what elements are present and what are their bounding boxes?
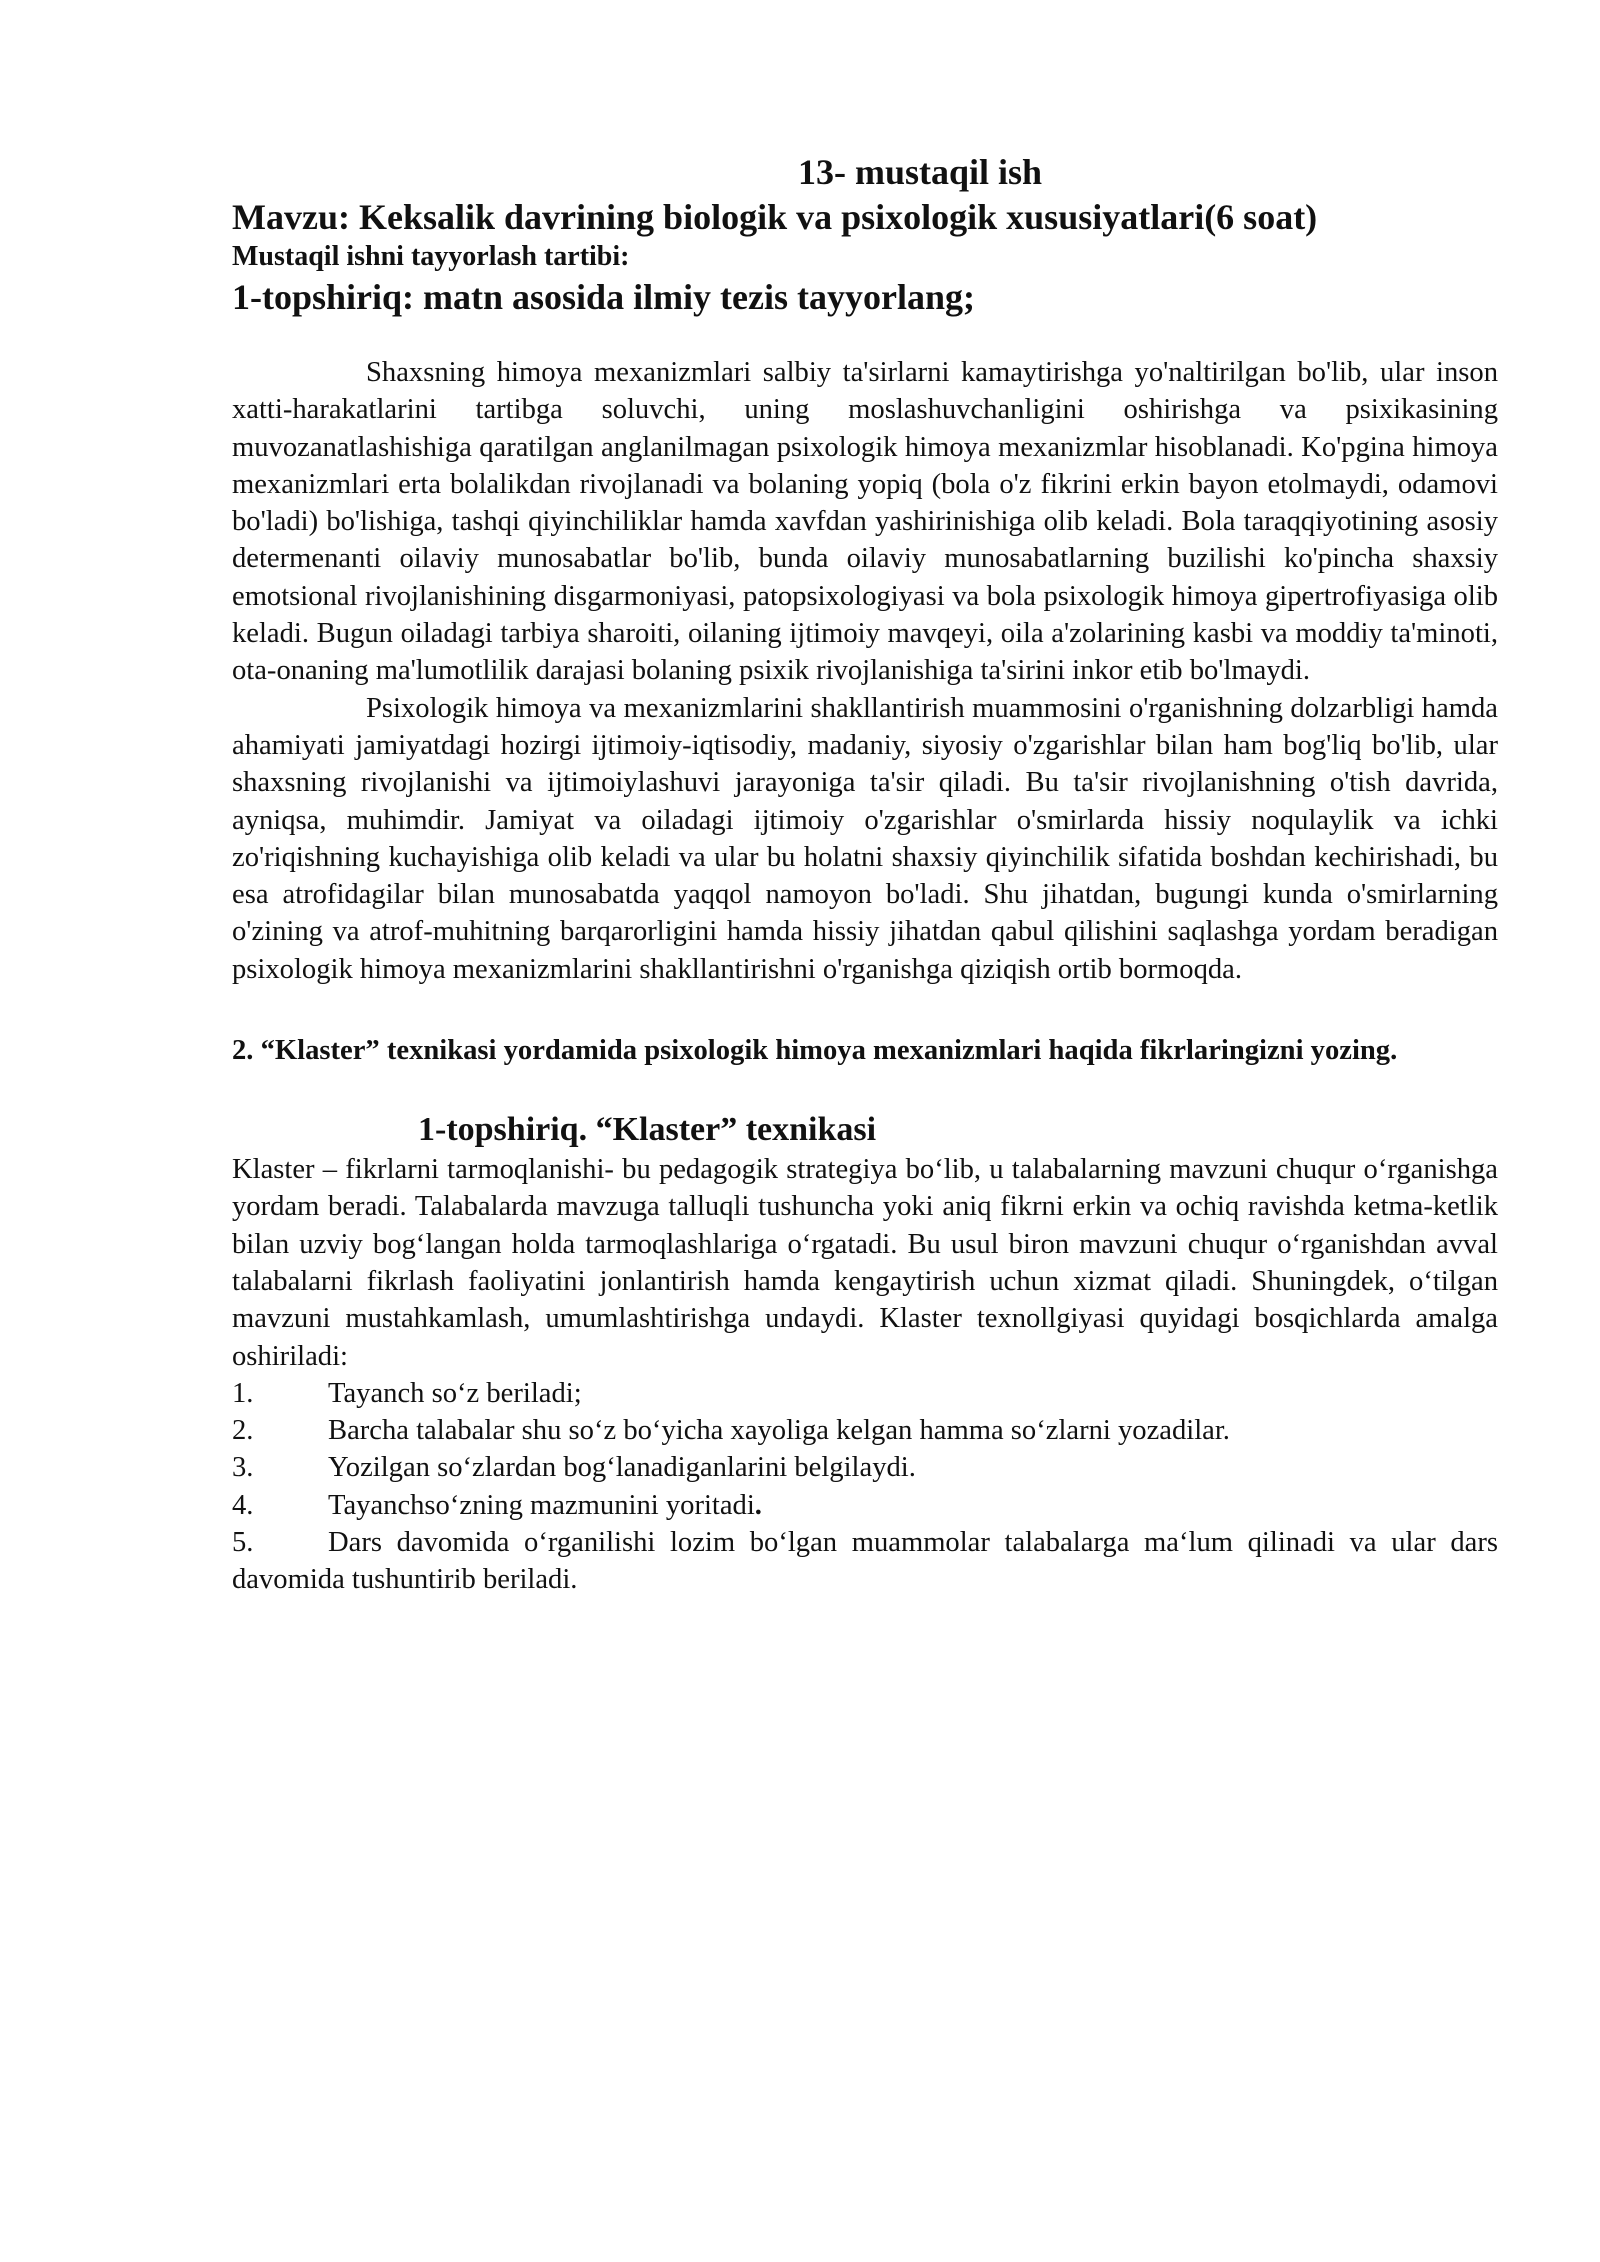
list-item-number: 4. (232, 1489, 254, 1521)
list-item-number: 1. (232, 1377, 254, 1409)
list-item-number: 5. (232, 1527, 254, 1559)
list-item (232, 1487, 1498, 1524)
list-item-text: Tayanch so‘z beriladi; (328, 1377, 582, 1409)
list-item (232, 1375, 1498, 1412)
preparation-order-heading: Mustaqil ishni tayyorlash tartibi: (232, 241, 630, 272)
list-item-number: 3. (232, 1452, 254, 1484)
task-1-heading: 1-topshiriq: matn asosida ilmiy tezis tayyorlang; (232, 277, 975, 317)
paragraph-1: Shaxsning himoya mexanizmlari salbiy ta'sirlarni kamaytirishga yo'naltirilgan bo'lib, ular inson xatti-harakatlarini tartibga soluvchi, uning moslashuvchanligini oshirishga va psixikasining muvozanatlashishiga qaratilgan anglanilmagan psixologik himoya mexanizmlar hisoblanadi. Ko'pgina himoya mexanizmlari erta bolalikdan rivojlanadi va bolaning yopiq (bola o'z fikrini erkin bayon etolmaydi, odamovi bo'ladi) bo'lishiga, tashqi qiyinchiliklar hamda xavfdan yashirinishiga olib keladi. Bola taraqqiyotining asosiy determenanti oilaviy munosabatlar bo'lib, bunda oilaviy munosabatlarning buzilishi ko'pincha shaxsiy emotsional rivojlanishining disgarmoniyasi, patopsixologiyasi va bola psixologik himoya gipertrofiyasiga olib keladi. Bugun oiladagi tarbiya sharoiti, oilaning ijtimoiy mavqeyi, oila a'zolarining kasbi va moddiy ta'minoti, ota-onaning ma'lumotlilik darajasi bolaning psixik rivojlanishiga ta'sirini inkor etib bo'lmaydi. (232, 357, 1498, 687)
document-number-title: 13- mustaqil ish (797, 152, 1043, 192)
question-2: 2. “Klaster” texnikasi yordamida psixologik himoya mexanizmlari haqida fikrlaringizni yozing. (232, 1035, 1398, 1067)
klaster-steps-list (232, 1375, 1498, 1599)
list-item-text-main: Tayanchso‘zning mazmunini yoritadi (328, 1489, 755, 1521)
document-page (232, 150, 1498, 1599)
list-item-number: 2. (232, 1415, 254, 1447)
list-item-text-period: . (754, 1489, 762, 1521)
list-item-text: Yozilgan so‘zlardan bog‘lanadiganlarini belgilaydi. (328, 1452, 916, 1484)
list-item (232, 1412, 1498, 1449)
topic-heading: Mavzu: Keksalik davrining biologik va psixologik xususiyatlari(6 soat) (232, 197, 1318, 237)
list-item (232, 1524, 1498, 1599)
list-item-text (328, 1487, 1498, 1524)
list-item (232, 1449, 1498, 1486)
list-item-text: Dars davomida o‘rganilishi lozim bo‘lgan muammolar talabalarga ma‘lum qilinadi va ular dars davomida tushuntirib beriladi. (232, 1527, 1498, 1596)
klaster-heading: 1-topshiriq. “Klaster” texnikasi (418, 1111, 877, 1149)
paragraph-2: Psixologik himoya va mexanizmlarini shakllantirish muammosini o'rganishning dolzarbligi hamda ahamiyati jamiyatdagi hozirgi ijtimoiy-iqtisodiy, madaniy, siyosiy o'zgarishlar bilan ham bog'liq bo'lib, ular shaxsning rivojlanishi va ijtimoiylashuvi jarayoniga ta'sir qiladi. Bu ta'sir rivojlanishning o'tish davrida, ayniqsa, muhimdir. Jamiyat va oiladagi ijtimoiy o'zgarishlar o'smirlarda hissiy noqulaylik va ichki zo'riqishning kuchayishiga olib keladi va ular bu holatni shaxsiy qiyinchilik sifatida boshdan kechirishadi, bu esa atrofidagilar bilan munosabatda yaqqol namoyon bo'ladi. Shu jihatdan, bugungi kunda o'smirlarning o'zining va atrof-muhitning barqarorligini hamda hissiy jihatdan qabul qilishini saqlashga yordam beradigan psixologik himoya mexanizmlarini shakllantirishni o'rganishga qiziqish ortib bormoqda. (232, 692, 1498, 985)
list-item-text: Barcha talabalar shu so‘z bo‘yicha xayoliga kelgan hamma so‘zlarni yozadilar. (328, 1415, 1230, 1447)
klaster-intro: Klaster – fikrlarni tarmoqlanishi- bu pedagogik strategiya bo‘lib, u talabalarning mavzuni chuqur o‘rganishga yordam beradi. Talabalarda mavzuga talluqli tushuncha yoki aniq fikrni erkin va ochiq ravishda ketma-ketlik bilan uzviy bog‘langan holda tarmoqlashlariga o‘rgatadi. Bu usul biron mavzuni chuqur o‘rganishdan avval talabalarni fikrlash faoliyatini jonlantirish hamda kengaytirish uchun xizmat qiladi. Shuningdek, o‘tilgan mavzuni mustahkamlash, umumlashtirishga undaydi. Klaster texnollgiyasi quyidagi bosqichlarda amalga oshiriladi: (232, 1154, 1498, 1372)
